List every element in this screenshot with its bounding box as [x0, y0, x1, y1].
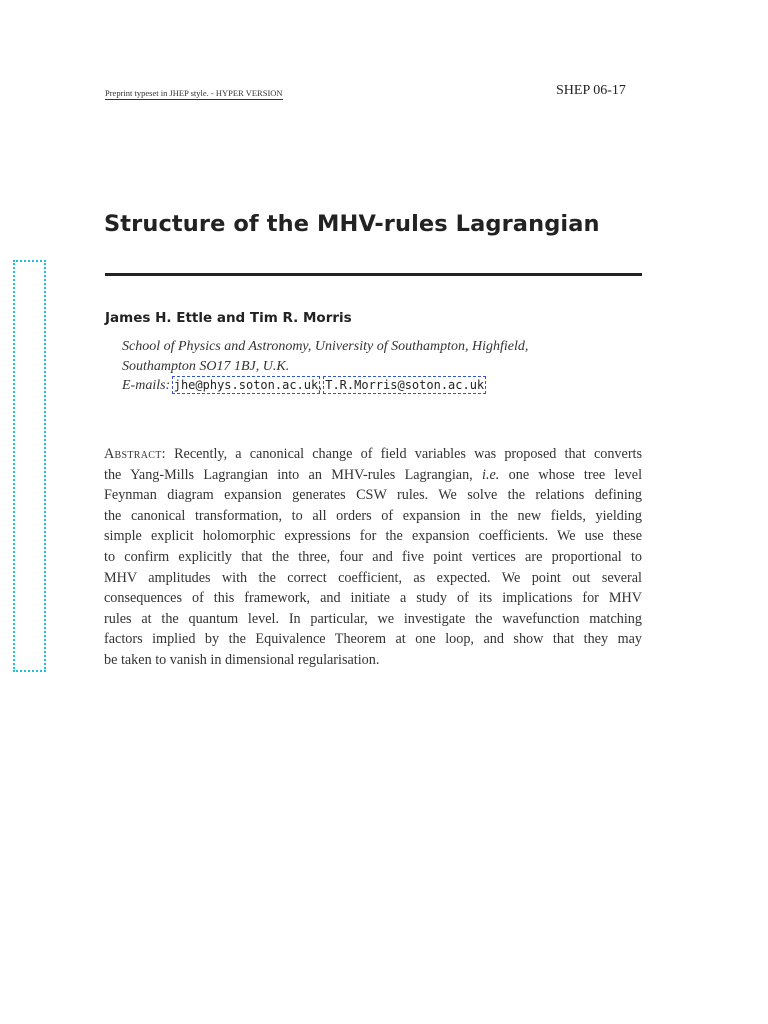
abstract-text: the Yang-Mills Lagrangian into an MHV-rules Lagrangian,	[104, 466, 473, 483]
affiliation-block	[122, 337, 528, 396]
emails-line	[122, 376, 528, 396]
abstract-line: the canonical transformation, to all orders of expansion in the new fields, yielding	[104, 507, 642, 524]
email-separator: ,	[318, 378, 326, 393]
email-link-ettle[interactable]: jhe@phys.soton.ac.uk	[173, 378, 319, 392]
abstract-line: Feynman diagram expansion generates CSW rules. We solve the relations defining	[104, 487, 642, 504]
abstract-line: rules at the quantum level. In particular, we investigate the wavefunction matching	[104, 610, 642, 627]
abstract-line	[104, 444, 642, 465]
abstract-line: be taken to vanish in dimensional regularisation.	[104, 651, 380, 668]
preprint-note: Preprint typeset in JHEP style. - HYPER VERSION	[105, 88, 283, 98]
abstract-ie: i.e.	[482, 466, 500, 483]
abstract	[104, 444, 642, 671]
abstract-line: simple explicit holomorphic expressions for the expansion coefficients. We use these	[104, 528, 642, 545]
authors: James H. Ettle and Tim R. Morris	[105, 310, 352, 326]
paper-title: Structure of the MHV-rules Lagrangian	[104, 211, 600, 237]
affiliation-line: Southampton SO17 1BJ, U.K.	[122, 358, 290, 374]
abstract-line: MHV amplitudes with the correct coefficient, as expected. We point out several	[104, 569, 642, 586]
emails-label: E-mails:	[122, 378, 171, 393]
abstract-line	[104, 465, 642, 486]
report-number: SHEP 06-17	[556, 83, 626, 98]
email-link-morris[interactable]: T.R.Morris@soton.ac.uk	[325, 378, 485, 392]
abstract-heading: Abstract:	[104, 446, 166, 462]
abstract-text: Recently, a canonical change of field variables was proposed that converts	[174, 446, 643, 462]
abstract-line: consequences of this framework, and initiate a study of its implications for MHV	[104, 590, 642, 607]
abstract-line: factors implied by the Equivalence Theorem at one loop, and show that they may	[104, 631, 642, 648]
affiliation-line: School of Physics and Astronomy, University of Southampton, Highfield,	[122, 339, 529, 354]
hyperlink-box-frame[interactable]	[13, 260, 46, 672]
title-rule	[105, 273, 642, 276]
abstract-text: one whose tree level	[508, 466, 643, 483]
abstract-line: to confirm explicitly that the three, four and five point vertices are proportional to	[104, 548, 642, 565]
